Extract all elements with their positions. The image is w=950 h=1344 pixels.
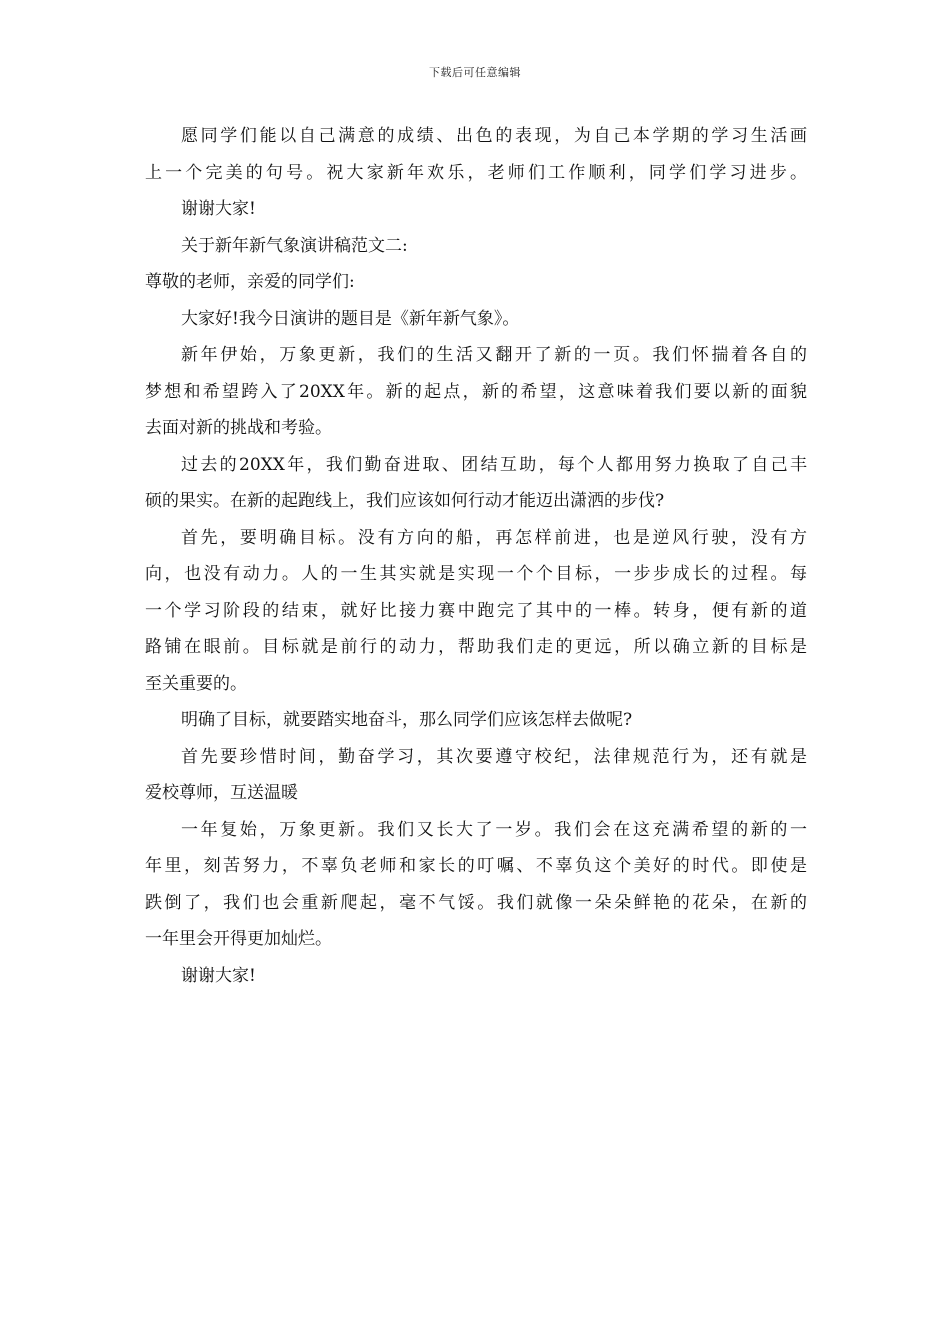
- text-line: 谢谢大家!: [181, 199, 256, 219]
- text-line: 硕的果实。在新的起跑线上，我们应该如何行动才能迈出潇洒的步伐?: [145, 491, 665, 511]
- text-line: 大家好!我今日演讲的题目是《新年新气象》。: [181, 308, 520, 329]
- text-line: 爱校尊师，互送温暖: [145, 783, 298, 803]
- text-line: 梦想和希望跨入了20XX年。新的起点，新的希望，这意味着我们要以新的面貌: [145, 381, 807, 402]
- text-line: 首先要珍惜时间，勤奋学习，其次要遵守校纪，法律规范行为，还有就是: [181, 746, 807, 767]
- text-line: 愿同学们能以自己满意的成绩、出色的表现，为自己本学期的学习生活画: [181, 126, 807, 146]
- text-line: 路铺在眼前。目标就是前行的动力，帮助我们走的更远，所以确立新的目标是: [145, 637, 807, 657]
- page-header: 下载后可任意编辑: [429, 66, 521, 79]
- salutation: 尊敬的老师，亲爱的同学们:: [145, 272, 355, 292]
- text-line: 一个学习阶段的结束，就好比接力赛中跑完了其中的一棒。转身，便有新的道: [145, 600, 807, 621]
- text-line: 新年伊始，万象更新，我们的生活又翻开了新的一页。我们怀揣着各自的: [181, 345, 807, 365]
- text-line: 至关重要的。: [145, 673, 247, 694]
- text-line: 过去的20XX年，我们勤奋进取、团结互助，每个人都用努力换取了自己丰: [181, 454, 807, 475]
- text-line: 明确了目标，就要踏实地奋斗，那么同学们应该怎样去做呢?: [181, 710, 633, 730]
- section-title: 关于新年新气象演讲稿范文二:: [181, 235, 408, 256]
- text-line: 一年里会开得更加灿烂。: [145, 929, 332, 949]
- text-line: 跌倒了，我们也会重新爬起，毫不气馁。我们就像一朵朵鲜艳的花朵，在新的: [145, 892, 807, 913]
- text-line: 上一个完美的句号。祝大家新年欢乐，老师们工作顺利，同学们学习进步。: [145, 162, 807, 183]
- text-line: 年里，刻苦努力，不辜负老师和家长的叮嘱、不辜负这个美好的时代。即使是: [145, 856, 807, 876]
- text-line: 向，也没有动力。人的一生其实就是实现一个个目标，一步步成长的过程。每: [145, 564, 807, 584]
- text-line: 一年复始，万象更新。我们又长大了一岁。我们会在这充满希望的新的一: [181, 819, 807, 840]
- text-line: 首先，要明确目标。没有方向的船，再怎样前进，也是逆风行驶，没有方: [181, 527, 807, 548]
- text-line: 去面对新的挑战和考验。: [145, 418, 332, 438]
- document-body: [145, 118, 807, 994]
- text-line: 谢谢大家!: [181, 965, 256, 986]
